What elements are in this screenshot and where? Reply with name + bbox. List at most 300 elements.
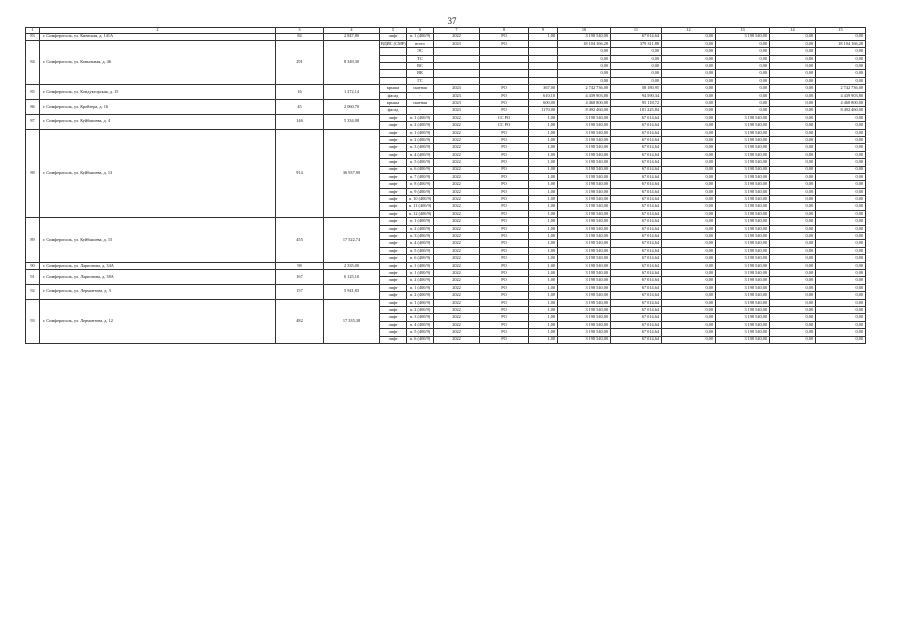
- cell-c6: п. 12 (400/9): [407, 210, 434, 217]
- cell-c13: 3 198 540,00: [716, 196, 770, 203]
- cell-c11: 67 014,64: [611, 329, 662, 336]
- cell-c5: лифт: [380, 210, 407, 217]
- cell-c6: п. 6 (400/9): [407, 166, 434, 173]
- cell-c9: 367,00: [529, 85, 558, 92]
- cell-c9: 1,00: [529, 159, 558, 166]
- cell-c7: 2022: [434, 314, 480, 321]
- capital-repair-table: [25, 27, 866, 344]
- cell-c6: п. 1 (400/9): [407, 299, 434, 306]
- cell-c7: 2022: [434, 299, 480, 306]
- cell-c13: 3 198 540,00: [716, 218, 770, 225]
- cell-c14: 0,00: [770, 196, 816, 203]
- cell-c14: 0,00: [770, 48, 816, 55]
- cell-c7: 2022: [434, 173, 480, 180]
- cell-c15: 0,00: [816, 299, 866, 306]
- cell-c10: 3 198 540,00: [558, 218, 611, 225]
- cell-c15: 0,00: [816, 181, 866, 188]
- cell-c8: РО: [480, 173, 529, 180]
- cell-c15: 0,00: [816, 321, 866, 328]
- cell-c6: п. 2 (400/9): [407, 225, 434, 232]
- cell-c13: 3 198 540,00: [716, 329, 770, 336]
- cell-c10: 4 439 903,80: [558, 92, 611, 99]
- cell-c9: 1,00: [529, 136, 558, 143]
- cell-c8: СС РО: [480, 122, 529, 129]
- cell-c13: 3 198 540,00: [716, 233, 770, 240]
- cell-c12: 0,00: [662, 92, 716, 99]
- row-number: 86: [26, 100, 40, 115]
- cell-c9: [529, 48, 558, 55]
- column-number-11: 11: [611, 28, 662, 34]
- cell-c9: 1,00: [529, 233, 558, 240]
- cell-c6: п. 7 (400/9): [407, 173, 434, 180]
- cell-c15: 0,00: [816, 336, 866, 343]
- cell-c12: 0,00: [662, 240, 716, 247]
- cell-c9: 1,00: [529, 151, 558, 158]
- cell-c10: 3 198 540,00: [558, 247, 611, 254]
- cell-c9: 1,00: [529, 210, 558, 217]
- cell-c7: 2022: [434, 33, 480, 40]
- cell-c9: 1,00: [529, 33, 558, 40]
- cell-c6: всего: [407, 40, 434, 47]
- cell-c5: [380, 55, 407, 62]
- cell-c10: 3 198 540,00: [558, 144, 611, 151]
- residents-cell: 84: [276, 33, 324, 40]
- cell-c12: 0,00: [662, 314, 716, 321]
- cell-c12: 0,00: [662, 100, 716, 107]
- cell-c14: 0,00: [770, 336, 816, 343]
- cell-c13: 3 198 540,00: [716, 151, 770, 158]
- cell-c13: 3 198 540,00: [716, 247, 770, 254]
- cell-c7: 2022: [434, 181, 480, 188]
- cell-c6: п. 4 (400/9): [407, 321, 434, 328]
- cell-c15: 0,00: [816, 188, 866, 195]
- cell-c14: 0,00: [770, 247, 816, 254]
- cell-c11: 67 014,64: [611, 136, 662, 143]
- residents-cell: 167: [276, 270, 324, 285]
- cell-c11: 67 014,64: [611, 159, 662, 166]
- column-number-14: 14: [770, 28, 816, 34]
- cell-c8: [480, 55, 529, 62]
- cell-c6: п. 1 (400/9): [407, 262, 434, 269]
- cell-c13: 3 198 540,00: [716, 240, 770, 247]
- address-cell: г. Симферополь, ул. Кондукторская, д. 15: [40, 85, 276, 100]
- cell-c15: 0,00: [816, 77, 866, 84]
- cell-c5: лифт: [380, 114, 407, 121]
- cell-c5: лифт: [380, 218, 407, 225]
- cell-c9: 1,00: [529, 306, 558, 313]
- cell-c7: [434, 63, 480, 70]
- cell-c9: 1,00: [529, 225, 558, 232]
- cell-c14: 0,00: [770, 166, 816, 173]
- cell-c11: 67 014,64: [611, 114, 662, 121]
- cell-c9: 1170,00: [529, 107, 558, 114]
- cell-c15: 0,00: [816, 270, 866, 277]
- cell-c12: 0,00: [662, 306, 716, 313]
- cell-c10: 3 198 540,00: [558, 240, 611, 247]
- cell-c6: п. 2 (400/9): [407, 277, 434, 284]
- table-row: [26, 100, 866, 107]
- cell-c14: 0,00: [770, 218, 816, 225]
- cell-c8: РО: [480, 247, 529, 254]
- cell-c14: 0,00: [770, 122, 816, 129]
- address-cell: г. Симферополь, ул. Киевская, д. 141А: [40, 33, 276, 40]
- cell-c8: РО: [480, 85, 529, 92]
- cell-c6: п. 1 (400/9): [407, 33, 434, 40]
- table-row: [26, 262, 866, 269]
- cell-c13: 3 198 540,00: [716, 136, 770, 143]
- cell-c9: [529, 55, 558, 62]
- column-number-13: 13: [716, 28, 770, 34]
- page-number: 37: [447, 16, 457, 26]
- cell-c15: 0,00: [816, 129, 866, 136]
- cell-c8: РО: [480, 166, 529, 173]
- cell-c6: -: [407, 107, 434, 114]
- cell-c13: 3 198 540,00: [716, 262, 770, 269]
- cell-c10: 3 198 540,00: [558, 306, 611, 313]
- cell-c5: лифт: [380, 166, 407, 173]
- cell-c15: 0,00: [816, 240, 866, 247]
- row-number: 92: [26, 284, 40, 299]
- cell-c8: РО: [480, 210, 529, 217]
- table-body: [26, 28, 866, 344]
- row-number: 91: [26, 270, 40, 285]
- cell-c10: 3 198 540,00: [558, 277, 611, 284]
- cell-c15: 0,00: [816, 218, 866, 225]
- cell-c9: 1,00: [529, 181, 558, 188]
- cell-c5: лифт: [380, 225, 407, 232]
- cell-c7: 2022: [434, 292, 480, 299]
- cell-c6: п. 11 (400/9): [407, 203, 434, 210]
- cell-c15: 0,00: [816, 255, 866, 262]
- cell-c11: 379 311,88: [611, 40, 662, 47]
- cell-c11: 67 014,64: [611, 166, 662, 173]
- column-number-6: 6: [407, 28, 434, 34]
- cell-c9: 600,00: [529, 100, 558, 107]
- cell-c5: [380, 63, 407, 70]
- cell-c10: 3 198 540,00: [558, 136, 611, 143]
- cell-c14: 0,00: [770, 70, 816, 77]
- cell-c10: 3 198 540,00: [558, 321, 611, 328]
- cell-c10: 3 198 540,00: [558, 181, 611, 188]
- cell-c14: 0,00: [770, 210, 816, 217]
- cell-c11: 67 014,64: [611, 225, 662, 232]
- row-number: 90: [26, 262, 40, 269]
- cell-c7: 2022: [434, 270, 480, 277]
- cell-c9: 1,00: [529, 114, 558, 121]
- cell-c11: 67 014,64: [611, 233, 662, 240]
- cell-c5: лифт: [380, 262, 407, 269]
- cell-c11: 67 014,64: [611, 270, 662, 277]
- cell-c7: 2022: [434, 203, 480, 210]
- cell-c11: 67 014,64: [611, 196, 662, 203]
- cell-c12: 0,00: [662, 188, 716, 195]
- area-cell: 17 522,74: [324, 218, 380, 262]
- cell-c5: фасад: [380, 92, 407, 99]
- cell-c13: 0,00: [716, 100, 770, 107]
- cell-c14: 0,00: [770, 181, 816, 188]
- cell-c6: п. 4 (400/9): [407, 240, 434, 247]
- cell-c7: 2022: [434, 188, 480, 195]
- table-row: [26, 270, 866, 277]
- cell-c12: 0,00: [662, 70, 716, 77]
- residents-cell: 157: [276, 284, 324, 299]
- cell-c15: 0,00: [816, 329, 866, 336]
- cell-c12: 0,00: [662, 203, 716, 210]
- cell-c12: 0,00: [662, 299, 716, 306]
- cell-c5: лифт: [380, 151, 407, 158]
- cell-c5: лифт: [380, 136, 407, 143]
- cell-c8: РО: [480, 306, 529, 313]
- cell-c7: 2022: [434, 151, 480, 158]
- table-row: [26, 218, 866, 225]
- cell-c10: 18 104 166,28: [558, 40, 611, 47]
- cell-c14: 0,00: [770, 159, 816, 166]
- cell-c12: 0,00: [662, 247, 716, 254]
- cell-c8: РО: [480, 136, 529, 143]
- cell-c13: 3 198 540,00: [716, 299, 770, 306]
- cell-c12: 0,00: [662, 144, 716, 151]
- cell-c7: 2022: [434, 240, 480, 247]
- cell-c8: РО: [480, 255, 529, 262]
- cell-c8: РО: [480, 299, 529, 306]
- cell-c15: 0,00: [816, 196, 866, 203]
- cell-c9: [529, 40, 558, 47]
- cell-c5: лифт: [380, 122, 407, 129]
- cell-c6: ГС: [407, 77, 434, 84]
- cell-c10: 3 198 540,00: [558, 33, 611, 40]
- cell-c11: 67 014,64: [611, 336, 662, 343]
- cell-c14: 0,00: [770, 100, 816, 107]
- cell-c10: 3 198 540,00: [558, 292, 611, 299]
- cell-c7: 2022: [434, 321, 480, 328]
- cell-c10: 3 198 540,00: [558, 329, 611, 336]
- cell-c8: РО: [480, 225, 529, 232]
- cell-c5: лифт: [380, 129, 407, 136]
- cell-c13: 3 198 540,00: [716, 277, 770, 284]
- cell-c6: ЭС: [407, 48, 434, 55]
- cell-c9: 1,00: [529, 277, 558, 284]
- cell-c13: 3 198 540,00: [716, 336, 770, 343]
- cell-c15: 0,00: [816, 63, 866, 70]
- cell-c6: п. 2 (400/9): [407, 136, 434, 143]
- cell-c12: 0,00: [662, 210, 716, 217]
- residents-cell: 45: [276, 100, 324, 115]
- area-cell: 2 335,00: [324, 262, 380, 269]
- residents-cell: 914: [276, 129, 324, 218]
- cell-c14: 0,00: [770, 129, 816, 136]
- cell-c14: 0,00: [770, 277, 816, 284]
- cell-c8: РО: [480, 181, 529, 188]
- cell-c9: 1,00: [529, 292, 558, 299]
- cell-c8: РО: [480, 218, 529, 225]
- cell-c12: 0,00: [662, 196, 716, 203]
- cell-c13: 3 198 540,00: [716, 122, 770, 129]
- cell-c12: 0,00: [662, 63, 716, 70]
- cell-c6: п. 5 (400/9): [407, 247, 434, 254]
- cell-c10: 0,00: [558, 55, 611, 62]
- cell-c5: лифт: [380, 144, 407, 151]
- address-cell: г. Симферополь, ул. Куйбышева, д. 15: [40, 218, 276, 262]
- cell-c12: 0,00: [662, 255, 716, 262]
- area-cell: 2 847,80: [324, 33, 380, 40]
- cell-c11: 0,00: [611, 77, 662, 84]
- cell-c14: 0,00: [770, 284, 816, 291]
- cell-c10: 3 198 540,00: [558, 299, 611, 306]
- cell-c8: СС РО: [480, 114, 529, 121]
- row-number: 83: [26, 33, 40, 40]
- column-number-3: 3: [276, 28, 324, 34]
- cell-c14: 0,00: [770, 233, 816, 240]
- cell-c15: 0,00: [816, 203, 866, 210]
- cell-c9: 1,00: [529, 188, 558, 195]
- cell-c8: РО: [480, 188, 529, 195]
- cell-c5: лифт: [380, 203, 407, 210]
- cell-c15: 8 492 460,00: [816, 107, 866, 114]
- cell-c14: 0,00: [770, 85, 816, 92]
- cell-c15: 0,00: [816, 159, 866, 166]
- cell-c8: РО: [480, 100, 529, 107]
- cell-c9: 1,00: [529, 144, 558, 151]
- cell-c7: 2022: [434, 233, 480, 240]
- cell-c7: 2022: [434, 225, 480, 232]
- cell-c10: 3 198 540,00: [558, 166, 611, 173]
- cell-c10: 0,00: [558, 77, 611, 84]
- cell-c5: лифт: [380, 314, 407, 321]
- cell-c10: 3 198 540,00: [558, 114, 611, 121]
- cell-c12: 0,00: [662, 225, 716, 232]
- cell-c7: 2022: [434, 277, 480, 284]
- area-cell: 1 272,14: [324, 85, 380, 100]
- cell-c12: 0,00: [662, 151, 716, 158]
- cell-c9: 1,00: [529, 218, 558, 225]
- cell-c14: 0,00: [770, 225, 816, 232]
- cell-c8: РО: [480, 159, 529, 166]
- cell-c5: лифт: [380, 33, 407, 40]
- residents-cell: 98: [276, 262, 324, 269]
- cell-c11: 181 225,84: [611, 107, 662, 114]
- cell-c8: РО: [480, 292, 529, 299]
- area-cell: 5 334,08: [324, 114, 380, 129]
- cell-c6: п. 3 (400/9): [407, 144, 434, 151]
- cell-c10: 3 198 540,00: [558, 173, 611, 180]
- cell-c7: 2022: [434, 159, 480, 166]
- cell-c8: РО: [480, 336, 529, 343]
- cell-c15: 0,00: [816, 314, 866, 321]
- cell-c13: 3 198 540,00: [716, 306, 770, 313]
- cell-c15: 0,00: [816, 144, 866, 151]
- cell-c13: 3 198 540,00: [716, 144, 770, 151]
- cell-c11: 67 014,64: [611, 299, 662, 306]
- cell-c9: 1,00: [529, 314, 558, 321]
- cell-c13: 0,00: [716, 63, 770, 70]
- cell-c6: п. 4 (400/9): [407, 151, 434, 158]
- cell-c12: 0,00: [662, 321, 716, 328]
- cell-c15: 0,00: [816, 292, 866, 299]
- cell-c8: РО: [480, 151, 529, 158]
- cell-c15: 4 468 800,00: [816, 100, 866, 107]
- cell-c10: 3 198 540,00: [558, 255, 611, 262]
- cell-c15: 0,00: [816, 262, 866, 269]
- cell-c9: 1,00: [529, 299, 558, 306]
- cell-c6: п. 1 (400/9): [407, 218, 434, 225]
- cell-c10: 8 492 460,00: [558, 107, 611, 114]
- cell-c6: п. 6 (400/9): [407, 255, 434, 262]
- cell-c8: РО: [480, 240, 529, 247]
- cell-c12: 0,00: [662, 336, 716, 343]
- cell-c14: 0,00: [770, 63, 816, 70]
- cell-c10: 3 198 540,00: [558, 262, 611, 269]
- cell-c5: лифт: [380, 299, 407, 306]
- cell-c5: лифт: [380, 292, 407, 299]
- cell-c15: 0,00: [816, 306, 866, 313]
- cell-c13: 3 198 540,00: [716, 188, 770, 195]
- cell-c5: ВДИС (СМР): [381, 40, 406, 46]
- table-row: [26, 40, 866, 47]
- cell-c14: 0,00: [770, 40, 816, 47]
- cell-c10: 0,00: [558, 70, 611, 77]
- cell-c9: 1,00: [529, 270, 558, 277]
- cell-c15: 2 742 736,00: [816, 85, 866, 92]
- cell-c11: 0,00: [611, 63, 662, 70]
- cell-c13: 3 198 540,00: [716, 181, 770, 188]
- cell-c6: п. 5 (400/9): [407, 329, 434, 336]
- address-cell: г. Симферополь, ул. Ларионова, д. 34А: [40, 262, 276, 269]
- cell-c13: 3 198 540,00: [716, 114, 770, 121]
- cell-c5: лифт: [380, 233, 407, 240]
- cell-c13: 3 198 540,00: [716, 33, 770, 40]
- cell-c7: 2022: [434, 329, 480, 336]
- area-cell: 8 349,30: [324, 40, 380, 84]
- cell-c6: п. 9 (400/9): [407, 188, 434, 195]
- cell-c9: 1,00: [529, 129, 558, 136]
- cell-c15: 0,00: [816, 70, 866, 77]
- cell-c7: 2023: [434, 85, 480, 92]
- cell-c11: 67 014,64: [611, 277, 662, 284]
- cell-c14: 0,00: [770, 240, 816, 247]
- address-cell: г. Симферополь, ул. Ларионова, д. 38А: [40, 270, 276, 285]
- cell-c12: 0,00: [662, 270, 716, 277]
- cell-c12: 0,00: [662, 233, 716, 240]
- cell-c12: 0,00: [662, 173, 716, 180]
- cell-c15: 0,00: [816, 33, 866, 40]
- row-number: 87: [26, 114, 40, 129]
- cell-c7: 2023: [434, 40, 480, 47]
- cell-c9: 1,00: [529, 262, 558, 269]
- cell-c14: 0,00: [770, 321, 816, 328]
- cell-c14: 0,00: [770, 136, 816, 143]
- cell-c5: [380, 48, 407, 55]
- cell-c14: 0,00: [770, 262, 816, 269]
- cell-c11: 67 014,64: [611, 144, 662, 151]
- cell-c7: 2023: [434, 100, 480, 107]
- cell-c11: 67 014,64: [611, 240, 662, 247]
- address-cell: г. Симферополь, ул. Лермонтова, д. 3: [40, 284, 276, 299]
- cell-c6: скатная: [407, 100, 434, 107]
- table-row: [26, 33, 866, 40]
- cell-c10: 3 198 540,00: [558, 336, 611, 343]
- row-number: 93: [26, 299, 40, 343]
- cell-c6: п. 2 (400/9): [407, 292, 434, 299]
- cell-c11: 67 014,64: [611, 218, 662, 225]
- cell-c12: 0,00: [662, 159, 716, 166]
- cell-c7: [434, 48, 480, 55]
- cell-c6: п. 3 (400/9): [407, 233, 434, 240]
- table-row: [26, 299, 866, 306]
- cell-c5: лифт: [380, 173, 407, 180]
- cell-c14: 0,00: [770, 203, 816, 210]
- cell-c15: 18 104 166,28: [816, 40, 866, 47]
- table-row: [26, 129, 866, 136]
